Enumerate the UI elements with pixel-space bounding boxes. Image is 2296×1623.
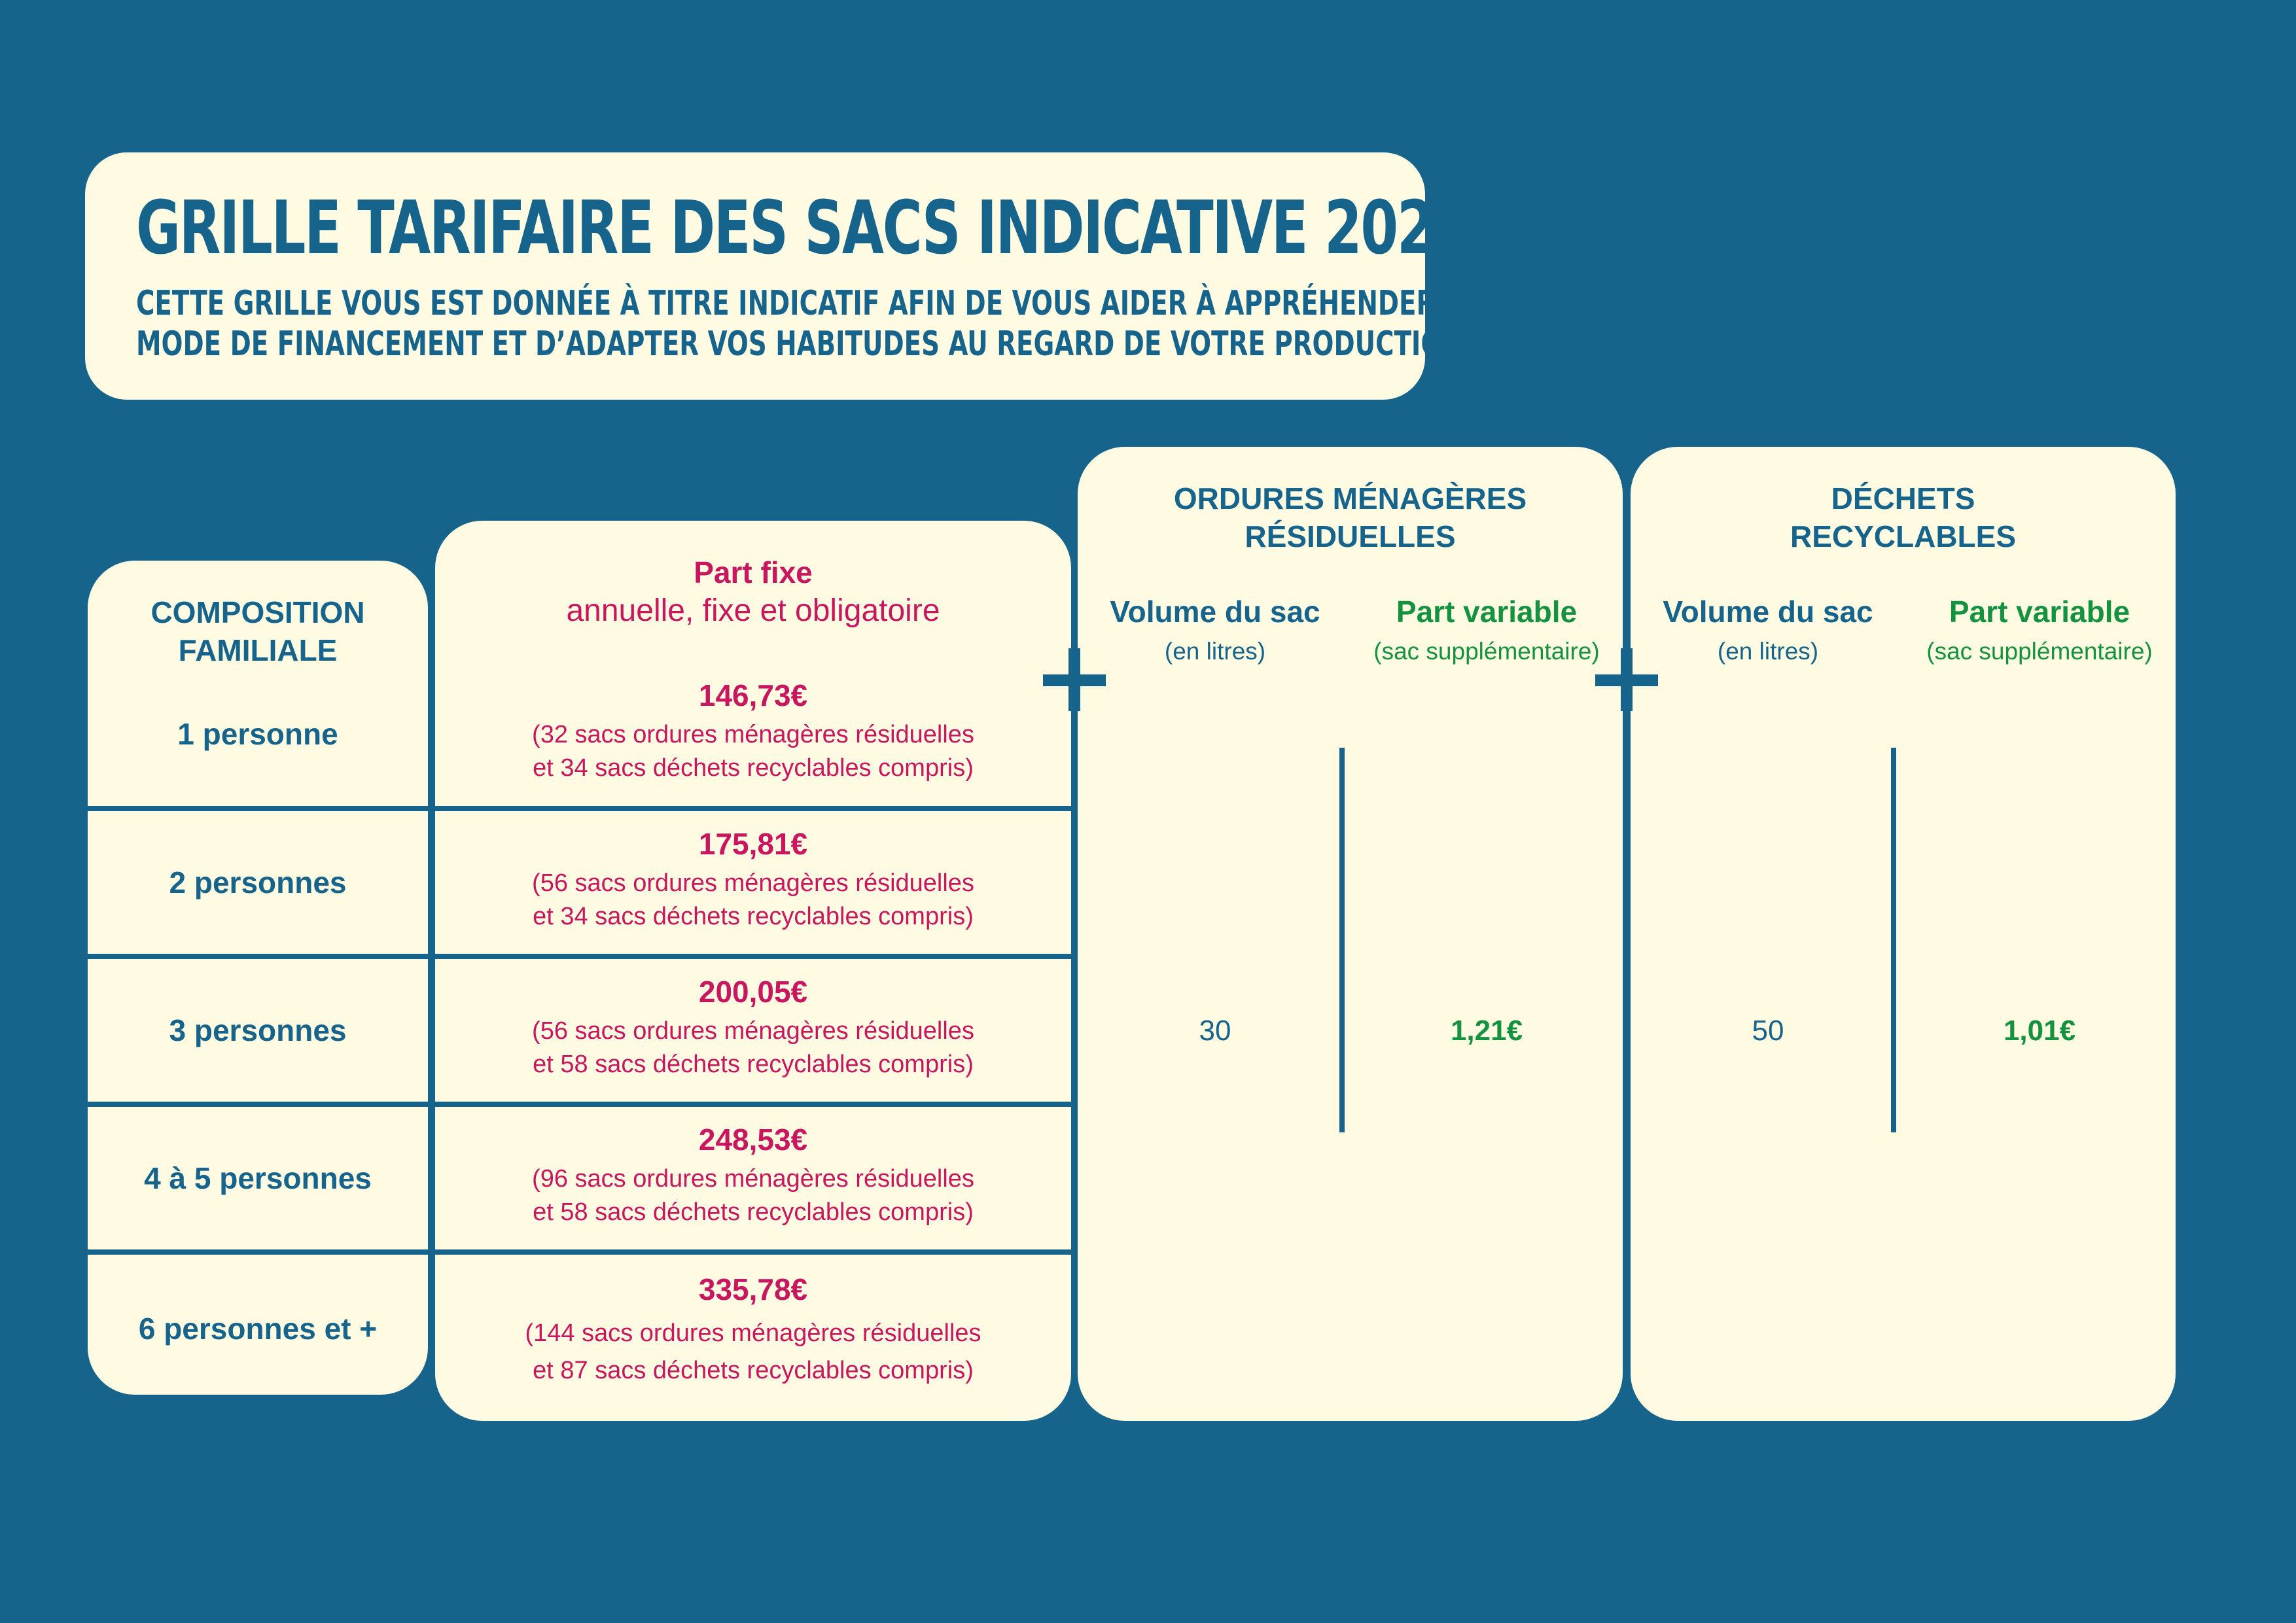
price: 335,78€	[698, 1272, 808, 1306]
detail-line: et 34 sacs déchets recyclables compris)	[533, 754, 974, 782]
column-divider	[1891, 748, 1896, 1132]
price: 200,05€	[698, 975, 808, 1009]
composition-heading: COMPOSITION FAMILIALE	[150, 595, 365, 667]
recyclables-heading: DÉCHETS RECYCLABLES	[1790, 481, 2017, 553]
omr-variable-label: Part variable	[1396, 595, 1578, 629]
omr-volume-label: Volume du sac	[1110, 595, 1320, 629]
omr-volume-value: 30	[1199, 1015, 1231, 1047]
row-divider	[88, 954, 1077, 959]
detail-line: et 87 sacs déchets recyclables compris)	[533, 1357, 974, 1384]
header-card	[85, 152, 1651, 400]
row-divider	[88, 806, 1077, 811]
row-label-2: 2 personnes	[169, 865, 347, 899]
column-divider	[1339, 748, 1345, 1132]
recyclables-volume-value: 50	[1752, 1015, 1784, 1047]
row-label-4: 4 à 5 personnes	[144, 1161, 372, 1195]
recyclables-volume-note: (en litres)	[1717, 638, 1819, 665]
row-label-1: 1 personne	[177, 717, 338, 751]
row-label-3: 3 personnes	[169, 1013, 347, 1047]
row-divider	[88, 1102, 1077, 1107]
omr-volume-note: (en litres)	[1164, 638, 1266, 665]
omr-variable-note: (sac supplémentaire)	[1373, 638, 1600, 665]
detail-line: (144 sacs ordures ménagères résiduelles	[525, 1319, 981, 1347]
part-fixe-subheading: annuelle, fixe et obligatoire	[566, 593, 940, 628]
detail-line: et 58 sacs déchets recyclables compris)	[533, 1198, 974, 1226]
price: 248,53€	[698, 1123, 808, 1157]
part-fixe-heading: Part fixe	[694, 555, 813, 589]
recyclables-column	[1631, 447, 2176, 1421]
detail-line: et 34 sacs déchets recyclables compris)	[533, 903, 974, 930]
row-price-block-2	[435, 826, 1071, 934]
plus-icon	[1595, 648, 1658, 711]
price: 175,81€	[698, 827, 808, 861]
row-label-5: 6 personnes et +	[138, 1312, 378, 1346]
composition-column	[88, 561, 428, 1395]
recyclables-variable-value: 1,01€	[2003, 1015, 2076, 1047]
detail-line: (56 sacs ordures ménagères résiduelles	[532, 869, 974, 897]
page-subtitle	[136, 283, 1651, 364]
detail-line: et 58 sacs déchets recyclables compris)	[533, 1051, 974, 1078]
recyclables-variable-note: (sac supplémentaire)	[1926, 638, 2153, 665]
recyclables-volume-label: Volume du sac	[1663, 595, 1873, 629]
plus-icon	[1043, 648, 1106, 711]
page-title: GRILLE TARIFAIRE DES SACS INDICATIVE 2022	[136, 186, 1470, 271]
price: 146,73€	[698, 678, 808, 712]
row-price-block-3	[435, 974, 1071, 1081]
recyclables-variable-label: Part variable	[1949, 595, 2130, 629]
row-price-block-5	[435, 1272, 1071, 1389]
row-price-block-1	[435, 678, 1071, 785]
detail-line: (32 sacs ordures ménagères résiduelles	[532, 721, 974, 748]
subtitle-line-1: CETTE GRILLE VOUS EST DONNÉE À TITRE INDICATIF AFIN DE VOUS AIDER À APPRÉHENDER CE NOUVEAU	[136, 284, 1629, 323]
row-price-block-4	[435, 1122, 1071, 1229]
detail-line: (56 sacs ordures ménagères résiduelles	[532, 1017, 974, 1045]
omr-variable-value: 1,21€	[1450, 1015, 1523, 1047]
omr-column	[1078, 447, 1623, 1421]
row-divider	[88, 1249, 1077, 1255]
detail-line: (96 sacs ordures ménagères résiduelles	[532, 1165, 974, 1193]
subtitle-line-2: MODE DE FINANCEMENT ET D’ADAPTER VOS HABITUDES AU REGARD DE VOTRE PRODUCTION DE DÉCHETS	[136, 324, 1651, 364]
omr-heading: ORDURES MÉNAGÈRES RÉSIDUELLES	[1173, 481, 1527, 553]
